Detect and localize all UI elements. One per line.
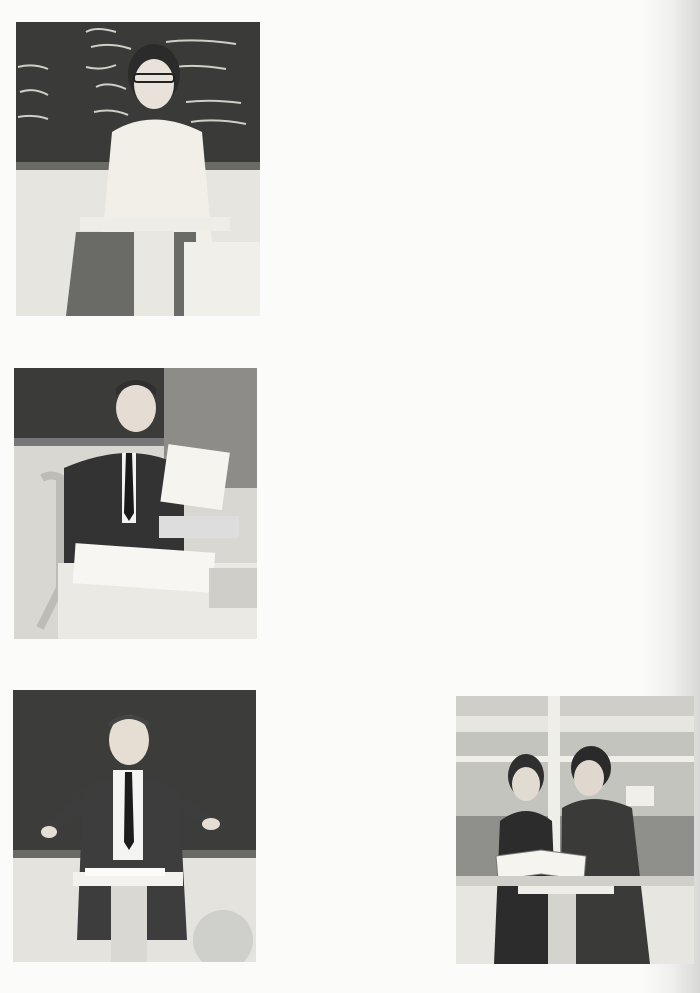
- photo-joseph-obrien-image: [14, 368, 257, 639]
- photo-robert-waterman: [13, 690, 256, 962]
- photo-ernestine-boorom: [456, 696, 694, 964]
- photo-joseph-obrien: [14, 368, 257, 639]
- photo-robert-waterman-image: [13, 690, 256, 962]
- photo-melba-stowell-image: [16, 22, 260, 316]
- photo-melba-stowell: [16, 22, 260, 316]
- photo-ernestine-boorom-image: [456, 696, 694, 964]
